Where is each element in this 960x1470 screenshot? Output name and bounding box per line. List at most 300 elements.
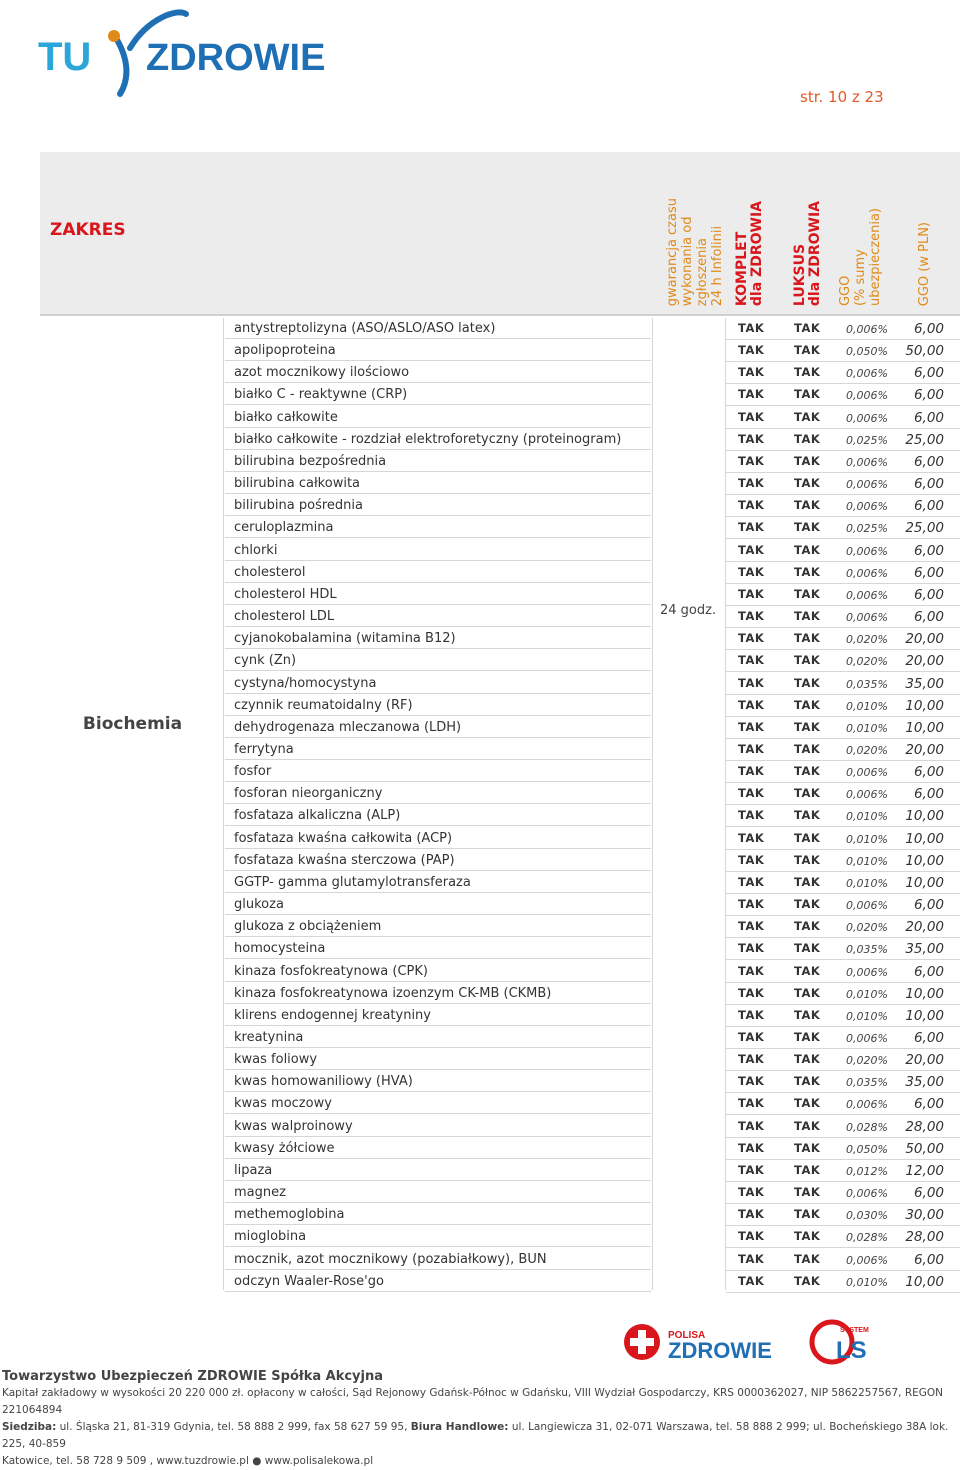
- test-name: cholesterol HDL: [225, 584, 651, 605]
- ggo-percent-value: 0,006%: [846, 611, 888, 625]
- komplet-value: TAK: [738, 941, 765, 956]
- table-row: [225, 805, 960, 827]
- luksus-value: TAK: [794, 431, 821, 446]
- ggo-pln-value: 6,00: [913, 542, 944, 559]
- test-name: fosfataza kwaśna sterczowa (PAP): [225, 850, 651, 871]
- test-name: bilirubina bezpośrednia: [225, 451, 651, 472]
- ggo-percent-value: 0,030%: [846, 1209, 888, 1223]
- ggo-pln-value: 6,00: [913, 786, 944, 803]
- luksus-value: TAK: [794, 1185, 821, 1200]
- test-name: azot mocznikowy ilościowo: [225, 362, 651, 383]
- logo-zdrowie: ZDROWIE: [146, 37, 326, 79]
- footer-logo-zdrowie: ZDROWIE: [668, 1338, 772, 1363]
- luksus-value: TAK: [794, 1030, 821, 1044]
- row-values: [726, 473, 960, 495]
- test-name: lipaza: [225, 1160, 651, 1181]
- ggo-percent-value: 0,020%: [846, 633, 888, 647]
- ggo-percent-value: 0,006%: [846, 766, 888, 780]
- ggo-pln-value: 6,00: [913, 897, 944, 914]
- ggo-pln-value: 6,00: [913, 1030, 944, 1046]
- table-row: [225, 673, 960, 695]
- luksus-value: TAK: [794, 985, 821, 1000]
- luksus-value: TAK: [794, 941, 821, 956]
- komplet-value: TAK: [738, 453, 765, 468]
- ggo-percent-value: 0,006%: [846, 455, 888, 469]
- ggo-pln-value: 10,00: [905, 985, 944, 1002]
- ggo-percent-value: 0,020%: [846, 1054, 888, 1068]
- ggo-percent-value: 0,006%: [846, 965, 888, 979]
- ggo-pln-value: 28,00: [905, 1118, 944, 1135]
- footer-contact: Katowice, tel. 58 728 9 509 , www.tuzdrowie.pl ● www.polisalekowa.pl: [2, 1455, 374, 1467]
- table-row: [225, 650, 960, 672]
- ggo-pln-value: 6,00: [913, 365, 944, 382]
- row-values: [726, 584, 960, 606]
- row-values: [726, 805, 960, 827]
- footer-label: Biura Handlowe:: [410, 1421, 509, 1433]
- table-row: [225, 495, 960, 517]
- komplet-value: TAK: [738, 874, 765, 889]
- footer: [2, 1368, 958, 1470]
- table-row: [225, 1005, 960, 1027]
- test-name: kwas moczowy: [225, 1093, 651, 1114]
- komplet-value: TAK: [738, 697, 765, 712]
- luksus-value: TAK: [794, 741, 821, 756]
- ggo-percent-value: 0,010%: [846, 1009, 888, 1023]
- ggo-percent-value: 0,010%: [846, 832, 888, 846]
- ggo-pln-value: 50,00: [905, 343, 944, 360]
- ggo-percent-value: 0,010%: [846, 1275, 888, 1289]
- row-values: [726, 1271, 960, 1293]
- row-values: [726, 1182, 960, 1204]
- ggo-percent-value: 0,006%: [846, 478, 888, 492]
- row-values: [726, 1005, 960, 1027]
- komplet-value: TAK: [738, 387, 765, 402]
- row-values: [726, 1071, 960, 1093]
- test-name: klirens endogennej kreatyniny: [225, 1005, 651, 1026]
- komplet-value: TAK: [738, 498, 765, 513]
- luksus-value: TAK: [794, 897, 821, 912]
- komplet-value: TAK: [738, 586, 765, 601]
- test-name: fosfor: [225, 761, 651, 782]
- luksus-value: TAK: [794, 586, 821, 601]
- table-row: [225, 407, 960, 429]
- test-name: białko całkowite: [225, 407, 651, 428]
- test-name: apolipoproteina: [225, 340, 651, 361]
- ggo-pln-value: 30,00: [905, 1207, 944, 1224]
- ggo-percent-value: 0,050%: [846, 1142, 888, 1156]
- guarantee-time: 24 godz.: [660, 603, 717, 618]
- table-row: [225, 1071, 960, 1093]
- ggo-percent-value: 0,006%: [846, 389, 888, 403]
- test-name: cholesterol LDL: [225, 606, 651, 627]
- test-name: glukoza z obciążeniem: [225, 916, 651, 937]
- komplet-value: TAK: [738, 1162, 765, 1177]
- row-values: [726, 761, 960, 783]
- luksus-value: TAK: [794, 409, 821, 424]
- ggo-pln-value: 6,00: [913, 564, 944, 581]
- luksus-value: TAK: [794, 1229, 821, 1244]
- tuzdrowie-logo: [38, 8, 368, 98]
- ggo-pln-value: 6,00: [913, 609, 944, 626]
- ggo-percent-value: 0,010%: [846, 699, 888, 713]
- ggo-percent-value: 0,006%: [846, 367, 888, 381]
- ggo-pln-value: 10,00: [905, 830, 944, 847]
- komplet-value: TAK: [738, 653, 765, 668]
- page-number: str. 10 z 23: [800, 88, 884, 106]
- test-name: ceruloplazmina: [225, 517, 651, 538]
- test-name: cholesterol: [225, 562, 651, 583]
- komplet-value: TAK: [738, 609, 765, 624]
- footer-text: ul. Śląska 21, 81-319 Gdynia, tel. 58 888 2 999, fax 58 627 59 95,: [56, 1421, 411, 1433]
- table-row: [225, 739, 960, 761]
- komplet-value: TAK: [738, 1140, 765, 1155]
- ggo-pln-value: 28,00: [905, 1229, 944, 1246]
- table-row: [225, 429, 960, 451]
- test-name: cyjanokobalamina (witamina B12): [225, 628, 651, 649]
- ggo-pln-value: 6,00: [913, 476, 944, 493]
- komplet-value: TAK: [738, 1007, 765, 1022]
- luksus-value: TAK: [794, 852, 821, 867]
- test-list: [225, 318, 960, 1293]
- komplet-value: TAK: [738, 808, 765, 823]
- luksus-value: TAK: [794, 542, 821, 557]
- logo-tu: TU: [38, 35, 92, 79]
- luksus-value: TAK: [794, 919, 821, 934]
- table-row: [225, 828, 960, 850]
- komplet-value: TAK: [738, 520, 765, 535]
- row-values: [726, 628, 960, 650]
- test-name: fosfataza alkaliczna (ALP): [225, 805, 651, 826]
- luksus-value: TAK: [794, 697, 821, 712]
- row-values: [726, 318, 960, 340]
- luksus-value: TAK: [794, 1273, 821, 1288]
- footer-company: Towarzystwo Ubezpieczeń ZDROWIE Spółka Akcyjna: [2, 1369, 384, 1384]
- header-ggo-pln: GGO (w PLN): [917, 221, 932, 306]
- luksus-value: TAK: [794, 719, 821, 734]
- test-name: bilirubina pośrednia: [225, 495, 651, 516]
- test-name: fosforan nieorganiczny: [225, 783, 651, 804]
- luksus-value: TAK: [794, 631, 821, 646]
- table-row: [225, 1249, 960, 1271]
- ggo-percent-value: 0,035%: [846, 1076, 888, 1090]
- ggo-percent-value: 0,006%: [846, 1098, 888, 1112]
- header-guarantee: gwarancja czasu wykonania od zgłoszenia 24 h Infolinii: [665, 197, 725, 306]
- category-label: Biochemia: [82, 714, 183, 734]
- row-values: [726, 983, 960, 1005]
- table-header: [40, 152, 960, 316]
- footer-label: Siedziba:: [2, 1421, 57, 1433]
- luksus-value: TAK: [794, 387, 821, 402]
- komplet-value: TAK: [738, 431, 765, 446]
- luksus-value: TAK: [794, 963, 821, 978]
- ggo-percent-value: 0,006%: [846, 323, 888, 336]
- ggo-pln-value: 20,00: [905, 653, 944, 670]
- ggo-percent-value: 0,006%: [846, 788, 888, 802]
- ggo-pln-value: 12,00: [905, 1162, 944, 1179]
- ggo-percent-value: 0,028%: [846, 1120, 888, 1134]
- komplet-value: TAK: [738, 1185, 765, 1200]
- komplet-value: TAK: [738, 1251, 765, 1266]
- komplet-value: TAK: [738, 786, 765, 801]
- row-values: [726, 384, 960, 406]
- test-name: kwas walproinowy: [225, 1116, 651, 1137]
- row-values: [726, 1160, 960, 1182]
- row-values: [726, 429, 960, 451]
- ggo-percent-value: 0,028%: [846, 1231, 888, 1245]
- ggo-pln-value: 6,00: [913, 764, 944, 781]
- test-name: GGTP- gamma glutamylotransferaza: [225, 872, 651, 893]
- table-row: [225, 562, 960, 584]
- row-values: [726, 850, 960, 872]
- row-values: [726, 362, 960, 384]
- table-row: [225, 961, 960, 983]
- luksus-value: TAK: [794, 786, 821, 801]
- divider: [223, 318, 224, 1290]
- table-row: [225, 872, 960, 894]
- table-row: [225, 1160, 960, 1182]
- table-row: [225, 606, 960, 628]
- row-values: [726, 540, 960, 562]
- ggo-pln-value: 6,00: [913, 1251, 944, 1268]
- row-values: [726, 495, 960, 517]
- komplet-value: TAK: [738, 1273, 765, 1288]
- row-values: [726, 717, 960, 739]
- ggo-pln-value: 10,00: [905, 874, 944, 891]
- ggo-percent-value: 0,025%: [846, 433, 888, 447]
- table-row: [225, 983, 960, 1005]
- ggo-percent-value: 0,025%: [846, 522, 888, 536]
- ggo-percent-value: 0,006%: [846, 588, 888, 602]
- row-values: [726, 872, 960, 894]
- ggo-percent-value: 0,010%: [846, 876, 888, 890]
- ggo-pln-value: 10,00: [905, 808, 944, 825]
- komplet-value: TAK: [738, 321, 765, 335]
- komplet-value: TAK: [738, 897, 765, 912]
- luksus-value: TAK: [794, 1251, 821, 1266]
- ggo-pln-value: 35,00: [905, 675, 944, 692]
- header-ggo-percent: GGO (% sumy ubezpieczenia): [838, 207, 883, 306]
- komplet-value: TAK: [738, 1207, 765, 1222]
- row-values: [726, 340, 960, 362]
- ggo-percent-value: 0,020%: [846, 743, 888, 757]
- komplet-value: TAK: [738, 365, 765, 380]
- footer-logos: [622, 1318, 892, 1368]
- table-row: [225, 850, 960, 872]
- luksus-value: TAK: [794, 476, 821, 491]
- table-row: [225, 938, 960, 960]
- ggo-percent-value: 0,010%: [846, 854, 888, 868]
- row-values: [726, 961, 960, 983]
- test-name: antystreptolizyna (ASO/ASLO/ASO latex): [225, 318, 651, 339]
- test-name: kwas foliowy: [225, 1049, 651, 1070]
- ggo-percent-value: 0,010%: [846, 721, 888, 735]
- komplet-value: TAK: [738, 675, 765, 690]
- table-row: [225, 1093, 960, 1115]
- komplet-value: TAK: [738, 409, 765, 424]
- luksus-value: TAK: [794, 764, 821, 779]
- row-values: [726, 916, 960, 938]
- komplet-value: TAK: [738, 1118, 765, 1133]
- table-row: [225, 362, 960, 384]
- table-row: [225, 517, 960, 539]
- test-name: białko całkowite - rozdział elektroforetyczny (proteinogram): [225, 429, 651, 450]
- komplet-value: TAK: [738, 564, 765, 579]
- table-row: [225, 1271, 960, 1293]
- ggo-pln-value: 35,00: [905, 941, 944, 958]
- row-values: [726, 650, 960, 672]
- ggo-percent-value: 0,006%: [846, 566, 888, 580]
- row-values: [726, 562, 960, 584]
- test-name: kinaza fosfokreatynowa izoenzym CK-MB (CKMB): [225, 983, 651, 1004]
- luksus-value: TAK: [794, 675, 821, 690]
- table-row: [225, 384, 960, 406]
- komplet-value: TAK: [738, 919, 765, 934]
- luksus-value: TAK: [794, 830, 821, 845]
- table-row: [225, 761, 960, 783]
- luksus-value: TAK: [794, 609, 821, 624]
- table-row: [225, 1116, 960, 1138]
- ggo-percent-value: 0,035%: [846, 677, 888, 691]
- table-row: [225, 628, 960, 650]
- test-name: kwasy żółciowe: [225, 1138, 651, 1159]
- komplet-value: TAK: [738, 852, 765, 867]
- luksus-value: TAK: [794, 520, 821, 535]
- test-name: mocznik, azot mocznikowy (pozabiałkowy), BUN: [225, 1249, 651, 1270]
- ggo-pln-value: 20,00: [905, 741, 944, 758]
- ggo-pln-value: 50,00: [905, 1140, 944, 1157]
- table-row: [225, 451, 960, 473]
- row-values: [726, 517, 960, 539]
- table-row: [225, 717, 960, 739]
- luksus-value: TAK: [794, 564, 821, 579]
- komplet-value: TAK: [738, 830, 765, 845]
- luksus-value: TAK: [794, 1118, 821, 1133]
- ggo-percent-value: 0,010%: [846, 987, 888, 1001]
- test-name: glukoza: [225, 894, 651, 915]
- test-name: kreatynina: [225, 1027, 651, 1048]
- footer-logo-polisa: POLISA: [668, 1330, 706, 1341]
- footer-logo-ls: LS: [836, 1337, 867, 1364]
- ggo-percent-value: 0,050%: [846, 345, 888, 359]
- test-name: magnez: [225, 1182, 651, 1203]
- luksus-value: TAK: [794, 343, 821, 358]
- komplet-value: TAK: [738, 764, 765, 779]
- ggo-percent-value: 0,006%: [846, 544, 888, 558]
- ggo-pln-value: 35,00: [905, 1074, 944, 1091]
- row-values: [726, 407, 960, 429]
- ggo-pln-value: 6,00: [913, 453, 944, 470]
- komplet-value: TAK: [738, 1096, 765, 1111]
- komplet-value: TAK: [738, 1229, 765, 1244]
- ggo-pln-value: 6,00: [913, 586, 944, 603]
- table-row: [225, 473, 960, 495]
- test-name: fosfataza kwaśna całkowita (ACP): [225, 828, 651, 849]
- test-name: dehydrogenaza mleczanowa (LDH): [225, 717, 651, 738]
- ggo-pln-value: 20,00: [905, 1052, 944, 1069]
- test-name: methemoglobina: [225, 1204, 651, 1225]
- komplet-value: TAK: [738, 1074, 765, 1089]
- komplet-value: TAK: [738, 631, 765, 646]
- ggo-percent-value: 0,012%: [846, 1164, 888, 1178]
- test-name: cystyna/homocystyna: [225, 673, 651, 694]
- ggo-percent-value: 0,020%: [846, 655, 888, 669]
- ggo-pln-value: 10,00: [905, 719, 944, 736]
- header-komplet: KOMPLET dla ZDROWIA: [734, 200, 765, 306]
- row-values: [726, 783, 960, 805]
- row-values: [726, 828, 960, 850]
- ggo-pln-value: 6,00: [913, 498, 944, 515]
- ggo-percent-value: 0,010%: [846, 810, 888, 824]
- komplet-value: TAK: [738, 719, 765, 734]
- luksus-value: TAK: [794, 1074, 821, 1089]
- table-row: [225, 540, 960, 562]
- zakres-heading: ZAKRES: [50, 220, 126, 240]
- table-row: [225, 894, 960, 916]
- ggo-pln-value: 6,00: [913, 1185, 944, 1202]
- row-values: [726, 1049, 960, 1071]
- ggo-pln-value: 6,00: [913, 409, 944, 426]
- ggo-pln-value: 10,00: [905, 1007, 944, 1024]
- table-row: [225, 916, 960, 938]
- row-values: [726, 739, 960, 761]
- komplet-value: TAK: [738, 476, 765, 491]
- ggo-pln-value: 6,00: [913, 321, 944, 337]
- ggo-pln-value: 6,00: [913, 387, 944, 404]
- luksus-value: TAK: [794, 808, 821, 823]
- row-values: [726, 1249, 960, 1271]
- luksus-value: TAK: [794, 1052, 821, 1067]
- ggo-percent-value: 0,020%: [846, 921, 888, 935]
- row-values: [726, 894, 960, 916]
- komplet-value: TAK: [738, 1052, 765, 1067]
- komplet-value: TAK: [738, 985, 765, 1000]
- test-name: bilirubina całkowita: [225, 473, 651, 494]
- luksus-value: TAK: [794, 1162, 821, 1177]
- ggo-percent-value: 0,006%: [846, 899, 888, 913]
- table-row: [225, 783, 960, 805]
- test-name: odczyn Waaler-Rose'go: [225, 1271, 651, 1292]
- table-row: [225, 318, 960, 340]
- ggo-percent-value: 0,006%: [846, 500, 888, 514]
- row-values: [726, 938, 960, 960]
- ggo-pln-value: 25,00: [905, 431, 944, 448]
- ggo-pln-value: 10,00: [905, 697, 944, 714]
- footer-text: ul. Langiewicza 31, 02-071 Warszawa, tel. 58 888 2 999; ul. Bocheńskiego 38A lok. 225, 40-859: [2, 1421, 949, 1450]
- table-row: [225, 1226, 960, 1248]
- footer-addresses: [2, 1419, 958, 1453]
- table-row: [225, 695, 960, 717]
- ggo-percent-value: 0,035%: [846, 943, 888, 957]
- row-values: [726, 451, 960, 473]
- row-values: [726, 1093, 960, 1115]
- ggo-percent-value: 0,006%: [846, 1032, 888, 1045]
- row-values: [726, 673, 960, 695]
- table-row: [225, 1204, 960, 1226]
- test-name: chlorki: [225, 540, 651, 561]
- luksus-value: TAK: [794, 1140, 821, 1155]
- row-values: [726, 1226, 960, 1248]
- luksus-value: TAK: [794, 365, 821, 380]
- row-values: [726, 606, 960, 628]
- row-values: [726, 1204, 960, 1226]
- test-name: czynnik reumatoidalny (RF): [225, 695, 651, 716]
- luksus-value: TAK: [794, 321, 821, 335]
- ggo-pln-value: 6,00: [913, 963, 944, 980]
- test-name: kinaza fosfokreatynowa (CPK): [225, 961, 651, 982]
- komplet-value: TAK: [738, 343, 765, 358]
- test-name: cynk (Zn): [225, 650, 651, 671]
- test-name: homocysteina: [225, 938, 651, 959]
